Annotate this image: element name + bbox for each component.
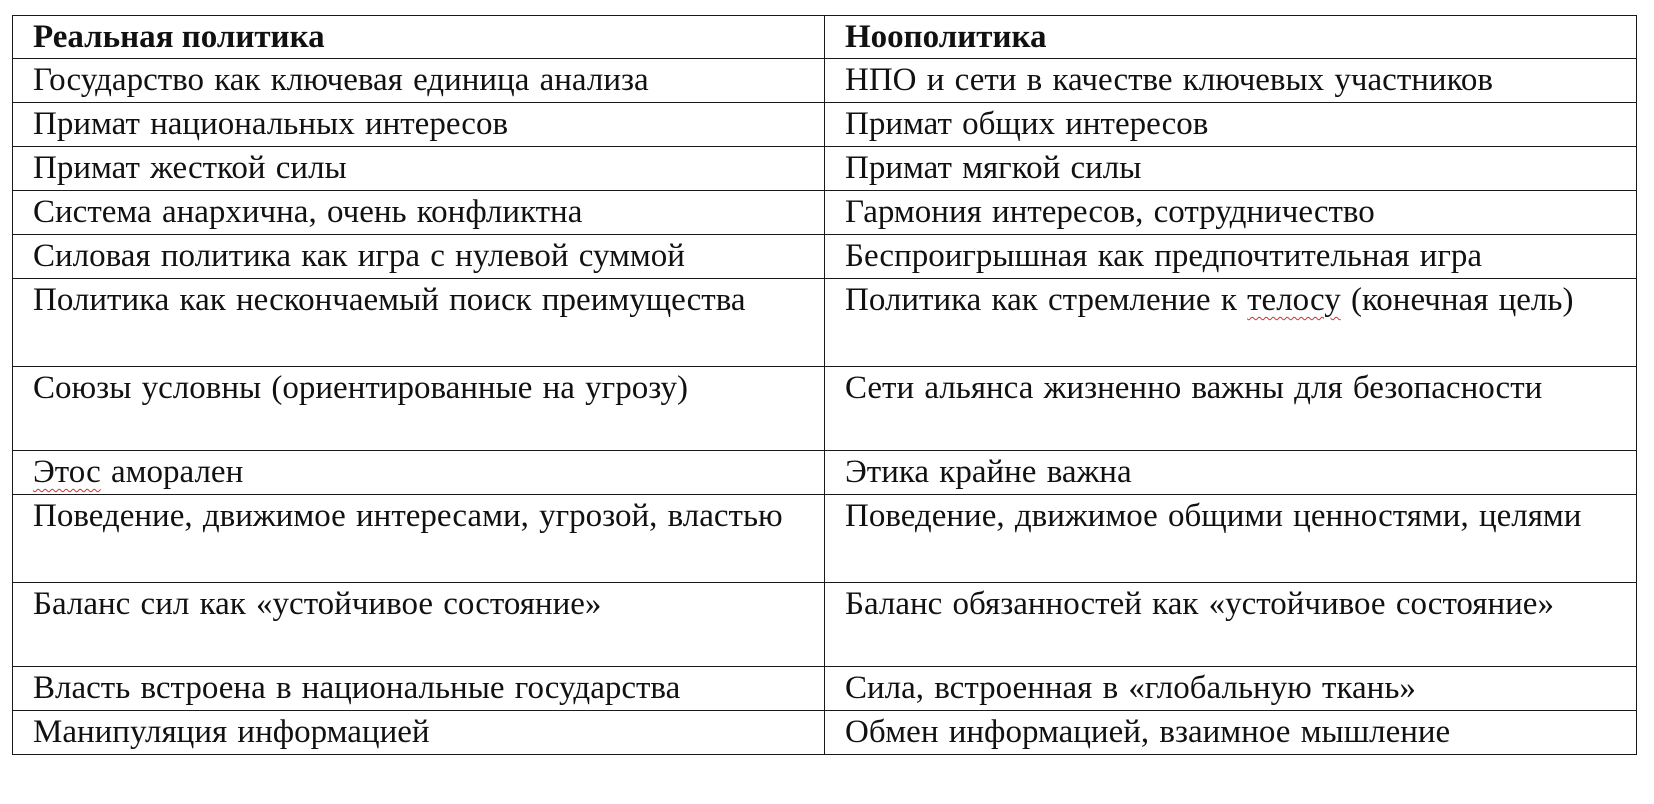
table-cell: Гармония интересов, сотрудничество	[825, 191, 1637, 235]
table-cell: Манипуляция информацией	[13, 711, 825, 755]
table-cell: Политика как нескончаемый поиск преимущества	[13, 279, 825, 367]
header-real-politics: Реальная политика	[13, 16, 825, 59]
table-cell	[13, 451, 825, 495]
table-cell: Союзы условны (ориентированные на угрозу)	[13, 367, 825, 451]
table-cell: Сила, встроенная в «глобальную ткань»	[825, 667, 1637, 711]
table-row	[13, 711, 1637, 755]
table-row	[13, 367, 1637, 451]
spellcheck-flagged-word[interactable]: Этос	[33, 454, 101, 490]
table-cell	[825, 279, 1637, 367]
table-row	[13, 59, 1637, 103]
table-row	[13, 583, 1637, 667]
table-cell: Примат мягкой силы	[825, 147, 1637, 191]
header-noopolitics: Ноополитика	[825, 16, 1637, 59]
cell-text: аморален	[100, 454, 244, 490]
table-cell: Поведение, движимое общими ценностями, целями	[825, 495, 1637, 583]
table-row	[13, 103, 1637, 147]
table-cell: Власть встроена в национальные государства	[13, 667, 825, 711]
table-row	[13, 235, 1637, 279]
cell-text: Политика как стремление к	[845, 282, 1248, 318]
spellcheck-flagged-word[interactable]: телосу	[1247, 282, 1341, 318]
table-cell: Баланс сил как «устойчивое состояние»	[13, 583, 825, 667]
table-cell: Силовая политика как игра с нулевой суммой	[13, 235, 825, 279]
table-cell: Примат общих интересов	[825, 103, 1637, 147]
table-row	[13, 279, 1637, 367]
table-row	[13, 191, 1637, 235]
table-cell: Обмен информацией, взаимное мышление	[825, 711, 1637, 755]
table-cell: Баланс обязанностей как «устойчивое состояние»	[825, 583, 1637, 667]
table-header-row	[13, 16, 1637, 59]
table-cell: Примат жесткой силы	[13, 147, 825, 191]
table-cell: Примат национальных интересов	[13, 103, 825, 147]
table-row	[13, 147, 1637, 191]
table-cell: Сети альянса жизненно важны для безопасности	[825, 367, 1637, 451]
table-row	[13, 667, 1637, 711]
table-cell: НПО и сети в качестве ключевых участников	[825, 59, 1637, 103]
comparison-table	[12, 15, 1637, 755]
table-cell: Государство как ключевая единица анализа	[13, 59, 825, 103]
table-cell: Поведение, движимое интересами, угрозой, властью	[13, 495, 825, 583]
table-row	[13, 495, 1637, 583]
table-cell: Этика крайне важна	[825, 451, 1637, 495]
table-cell: Система анархична, очень конфликтна	[13, 191, 825, 235]
cell-text: (конечная цель)	[1340, 282, 1574, 318]
table-cell: Беспроигрышная как предпочтительная игра	[825, 235, 1637, 279]
table-row	[13, 451, 1637, 495]
